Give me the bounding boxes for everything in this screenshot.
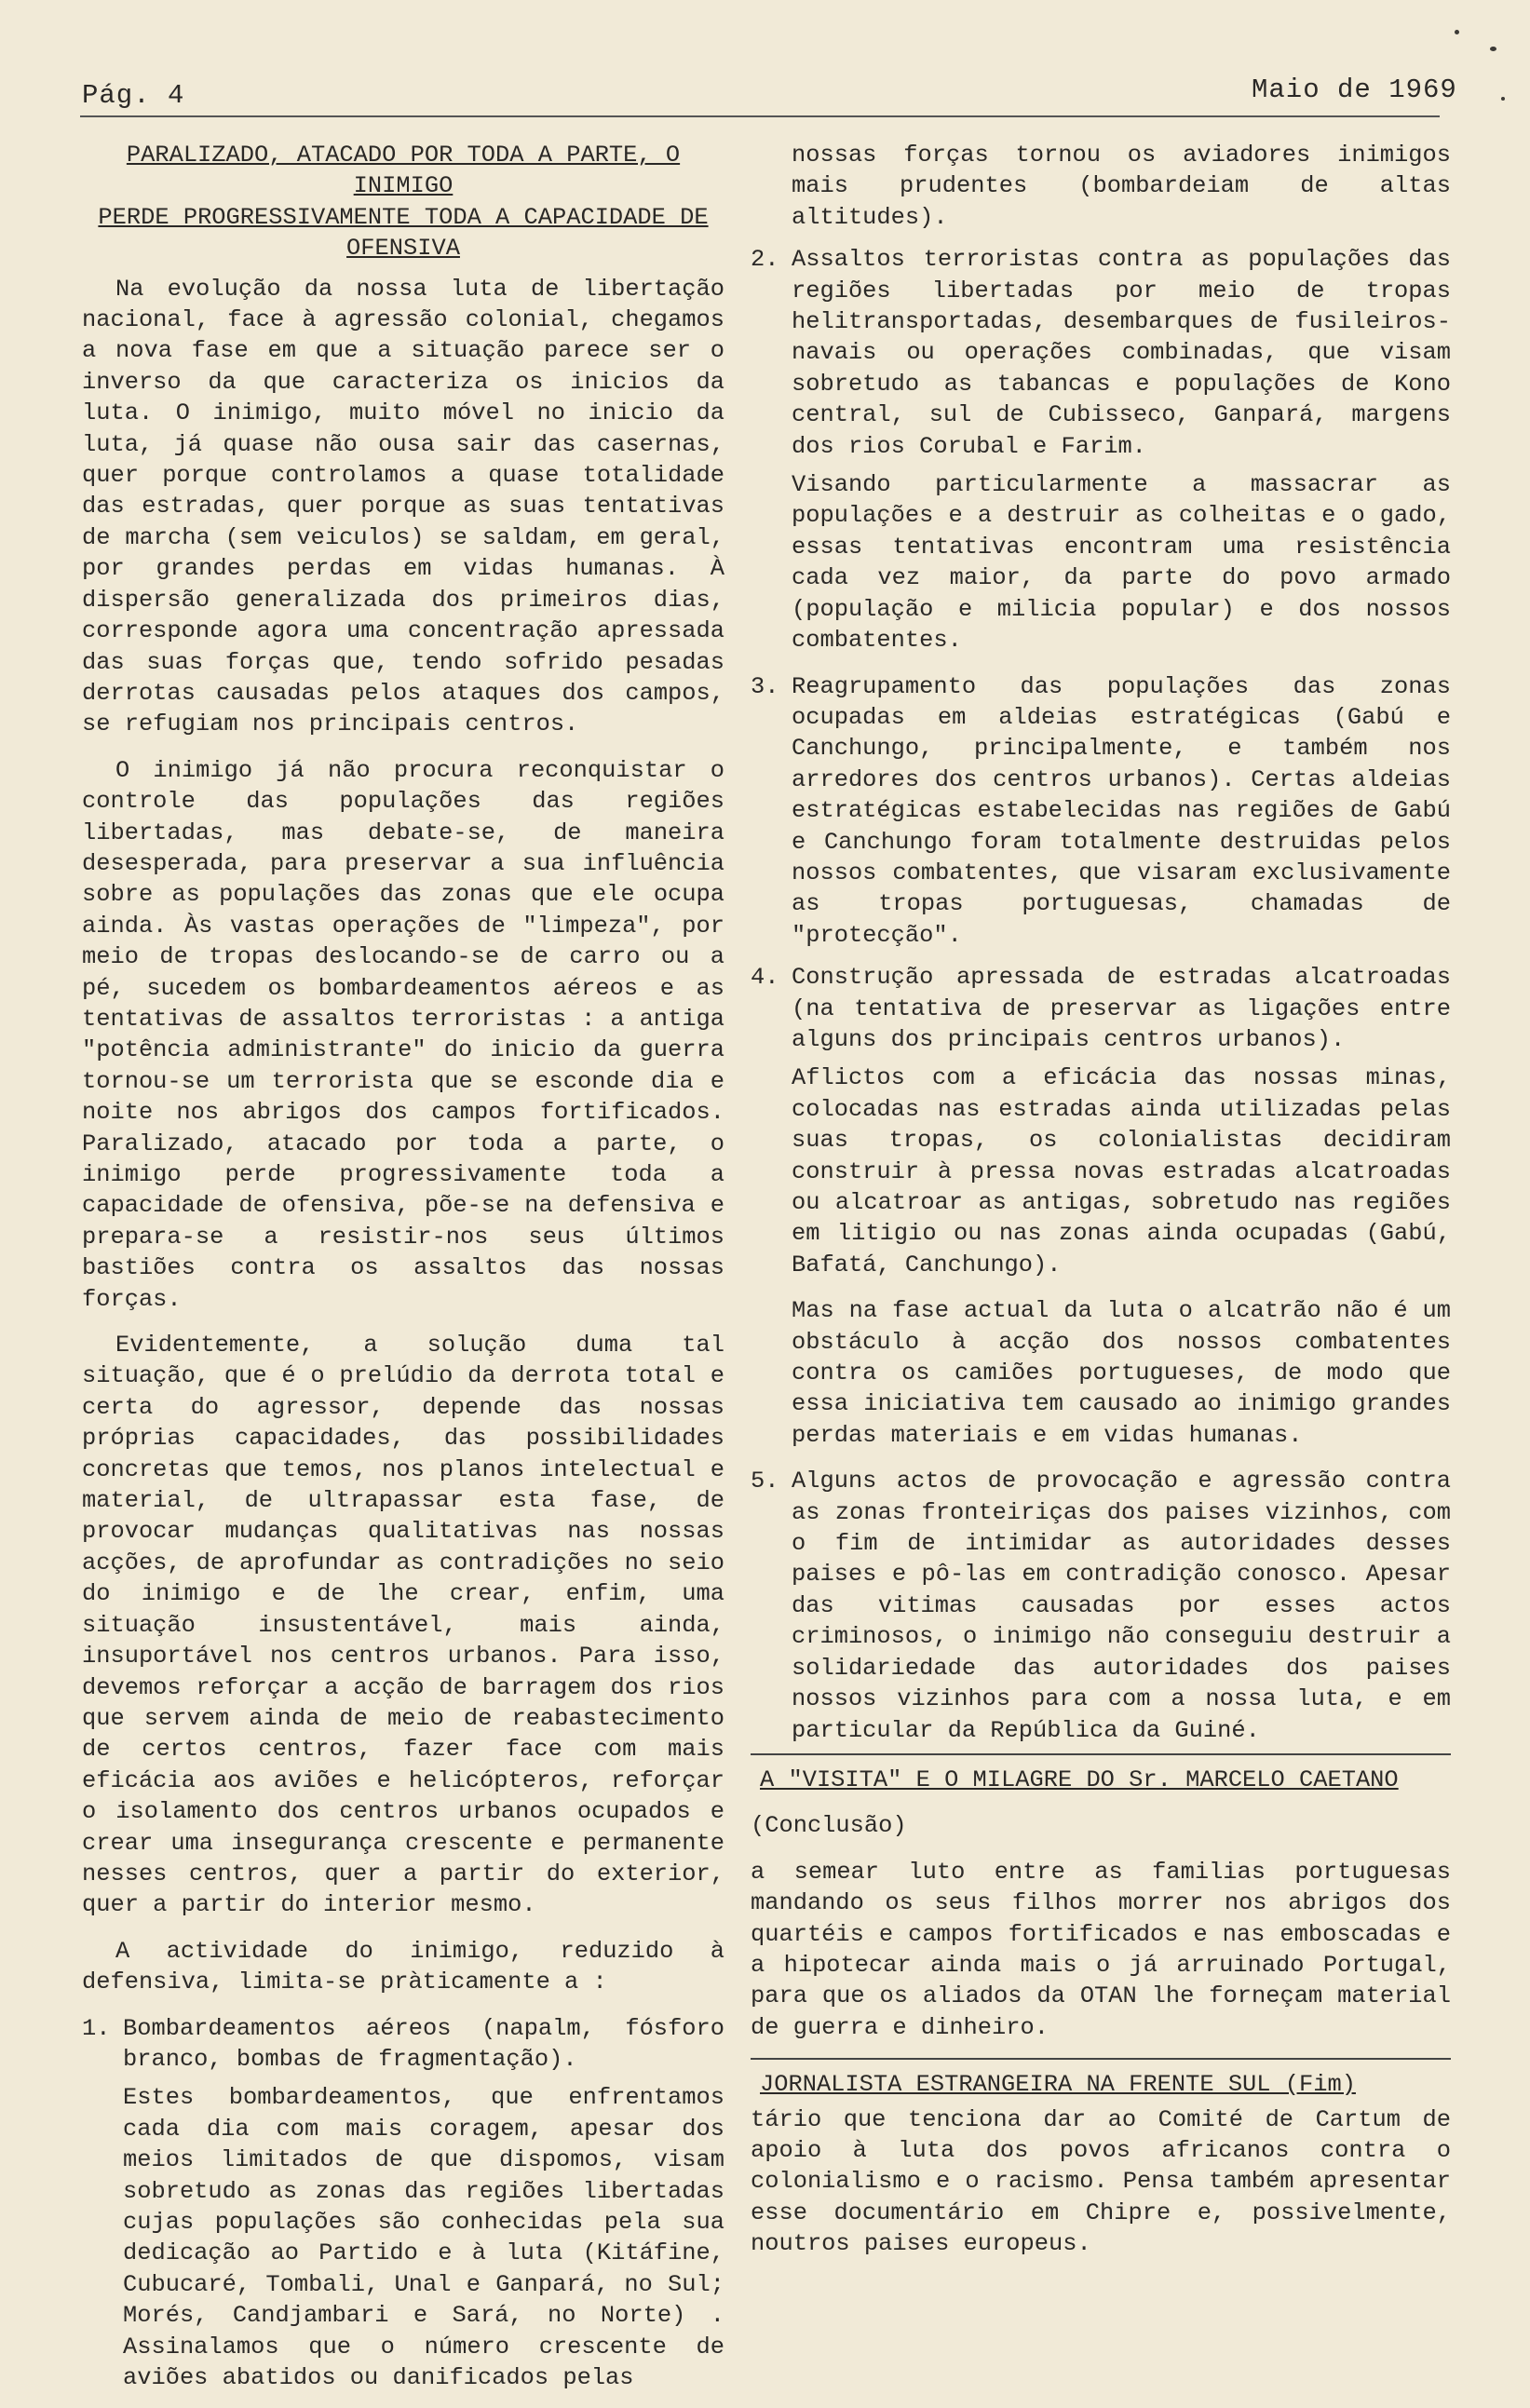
- issue-date: Maio de 1969: [1252, 74, 1457, 105]
- headline-line-3: OFENSIVA: [346, 235, 460, 263]
- list-item-3: [751, 671, 1451, 952]
- paragraph-4: A actividade do inimigo, reduzido à defensiva, limita-se pràticamente a :: [82, 1937, 724, 1996]
- visita-text: a semear luto entre as familias portuguesas mandando os seus filhos morrer nos abrigos dos quartéis e campos fortificados e nas emboscadas e a hipotecar ainda mais o já arruinado Portugal, para que os aliados da OTAN lhe forneçam material de guerra e dinheiro.: [751, 1858, 1451, 2041]
- list-number: 1.: [82, 2014, 111, 2042]
- visita-title: A "VISITA" E O MILAGRE DO Sr. MARCELO CAETANO: [760, 1765, 1399, 1793]
- right-column: [751, 140, 1451, 2275]
- list-item-1-detail: Estes bombardeamentos, que enfrentamos cada dia com mais coragem, apesar dos meios limitados de que dispomos, visam sobretudo as zonas das regiões libertadas cujas populações são conhecidas pela sua dedicação ao Partido e à luta (Kitáfine, Cubucaré, Tombali, Unal e Ganpará, no Sul; Morés, Candjambari e Sará, no Norte) . Assinalamos que o número crescente de aviões abatidos ou danificados pelas: [123, 2084, 724, 2392]
- paragraph-2: O inimigo já não procura reconquistar o controle das populações das regiões libertadas, mas debate-se, de maneira desesperada, para preservar a sua influência sobre as populações das zonas que ele ocupa ainda. Às vastas operações de "limpeza", por meio de tropas deslocando-se de carro ou a pé, sucedem os bombardeamentos aéreos e as tentativas de assaltos terroristas : a antiga "potência administrante" do inicio da guerra tornou-se um terrorista que se esconde dia e noite nos abrigos dos campos fortificados. Paralizado, atacado por toda a parte, o inimigo perde progressivamente toda a capacidade de ofensiva, põe-se na defensiva e prepara-se a resistir-nos seus últimos bastiões contra os assaltos das nossas forças.: [82, 756, 724, 1313]
- list-text: Construção apressada de estradas alcatroadas (na tentativa de preservar as ligações entre alguns dos principais centros urbanos).: [792, 964, 1451, 1053]
- list-text: Reagrupamento das populações das zonas ocupadas em aldeias estratégicas (Gabú e Canchungo, principalmente, e também nos arredores dos centros urbanos). Certas aldeias estratégicas estabelecidas nas regiões de Gabú e Canchungo foram totalmente destruidas pelos nossos combatentes, que visaram exclusivamente as tropas portuguesas, chamadas de "protecção".: [792, 672, 1451, 949]
- list-item-1: [82, 2013, 724, 2076]
- list-number: 5.: [751, 1468, 779, 1495]
- jornalista-title: JORNALISTA ESTRANGEIRA NA FRENTE SUL (Fim): [760, 2071, 1356, 2099]
- list-number: 3.: [751, 672, 779, 700]
- header-divider: [80, 115, 1440, 117]
- scan-speck: [1490, 47, 1496, 51]
- list-text: Bombardeamentos aéreos (napalm, fósforo branco, bombas de fragmentação).: [123, 2014, 724, 2073]
- scan-speck: [1501, 97, 1505, 101]
- headline-line-1: PARALIZADO, ATACADO POR TODA A PARTE, O INIMIGO: [126, 142, 681, 200]
- list-item-2: [751, 244, 1451, 462]
- continued-text: nossas forças tornou os aviadores inimigos mais prudentes (bombardeiam de altas altitudes).: [792, 142, 1451, 231]
- scan-speck: [1455, 30, 1459, 34]
- paragraph-1: Na evolução da nossa luta de libertação nacional, face à agressão colonial, chegamos a nova fase em que a situação parece ser o inverso da que caracteriza os inicios da luta. O inimigo, muito móvel no inicio da luta, já quase não ousa sair das casernas, quer porque controlamos a quase totalidade das estradas, quer porque as suas tentativas de marcha (sem veiculos) se saldam, em geral, por grandes perdas em vidas humanas. À dispersão generalizada dos primeiros dias, corresponde agora uma concentração apressada das suas forças que, tendo sofrido pesadas derrotas causadas pelos ataques dos campos, se refugiam nos principais centros.: [82, 275, 724, 738]
- paragraph-3: Evidentemente, a solução duma tal situação, que é o prelúdio da derrota total e certa do agressor, depende das nossas próprias capacidades, das possibilidades concretas que temos, nos planos intelectual e material, de ultrapassar esta fase, de provocar mudanças qualitativas nas nossas acções, de aprofundar as contradições no seio do inimigo e de lhe crear, enfim, uma situação insustentável, mais ainda, insuportável nos centros urbanos. Para isso, devemos reforçar a acção de barragem dos rios que servem ainda de meio de reabastecimento de certos centros, fazer face com mais eficácia aos aviões e helicópteros, reforçar o isolamento dos centros urbanos ocupados e crear uma insegurança crescente e permanente nesses centros, quer a partir do exterior, quer a partir do interior mesmo.: [82, 1332, 724, 1919]
- list-text: Assaltos terroristas contra as populações das regiões libertadas por meio de tropas helitransportadas, desembarques de fusileiros-navais ou operações combinadas, que visam sobretudo as tabancas e populações de Kono central, sul de Cubisseco, Ganpará, margens dos rios Corubal e Farim.: [792, 246, 1451, 460]
- headline-line-2: PERDE PROGRESSIVAMENTE TODA A CAPACIDADE DE: [98, 203, 709, 231]
- page-number: Pág. 4: [82, 80, 185, 111]
- jornalista-text: tário que tenciona dar ao Comité de Cartum de apoio à luta dos povos africanos contra o colonialismo e o racismo. Pensa também apresentar esse documentário em Chipre e, possivelmente, noutros paises europeus.: [751, 2105, 1451, 2258]
- list-item-4: [751, 962, 1451, 1055]
- visita-subtitle: (Conclusão): [751, 1812, 907, 1840]
- left-column: [82, 140, 724, 2408]
- list-item-4-detail-2: Mas na fase actual da luta o alcatrão não é um obstáculo à acção dos nossos combatentes contra os camiões portugueses, de modo que essa iniciativa tem causado ao inimigo grandes perdas materiais e em vidas humanas.: [792, 1297, 1451, 1449]
- section-divider: [751, 2058, 1451, 2060]
- article-headline: [82, 140, 724, 264]
- list-number: 4.: [751, 964, 779, 992]
- list-item-5: [751, 1466, 1451, 1746]
- section-divider: [751, 1753, 1451, 1755]
- list-item-4-detail-1: Aflictos com a eficácia das nossas minas, colocadas nas estradas ainda utilizadas pelas suas tropas, os colonialistas decidiram construir à pressa novas estradas alcatroadas ou alcatroar as antigas, sobretudo nas regiões em litigio ou nas zonas ainda ocupadas (Gabú, Bafatá, Canchungo).: [792, 1064, 1451, 1278]
- list-text: Alguns actos de provocação e agressão contra as zonas fronteiriças dos paises vizinhos, com o fim de intimidar as autoridades desses paises e pô-las em contradição conosco. Apesar das vitimas causadas por esses actos criminosos, o inimigo não conseguiu destruir a solidariedade das autoridades dos paises nossos vizinhos para com a nossa luta, e em particular da República da Guiné.: [792, 1468, 1451, 1744]
- list-item-2-detail: Visando particularmente a massacrar as populações e a destruir as colheitas e o gado, essas tentativas encontram uma resistência cada vez maior, da parte do povo armado (população e milicia popular) e dos nossos combatentes.: [792, 471, 1451, 655]
- list-number: 2.: [751, 246, 779, 274]
